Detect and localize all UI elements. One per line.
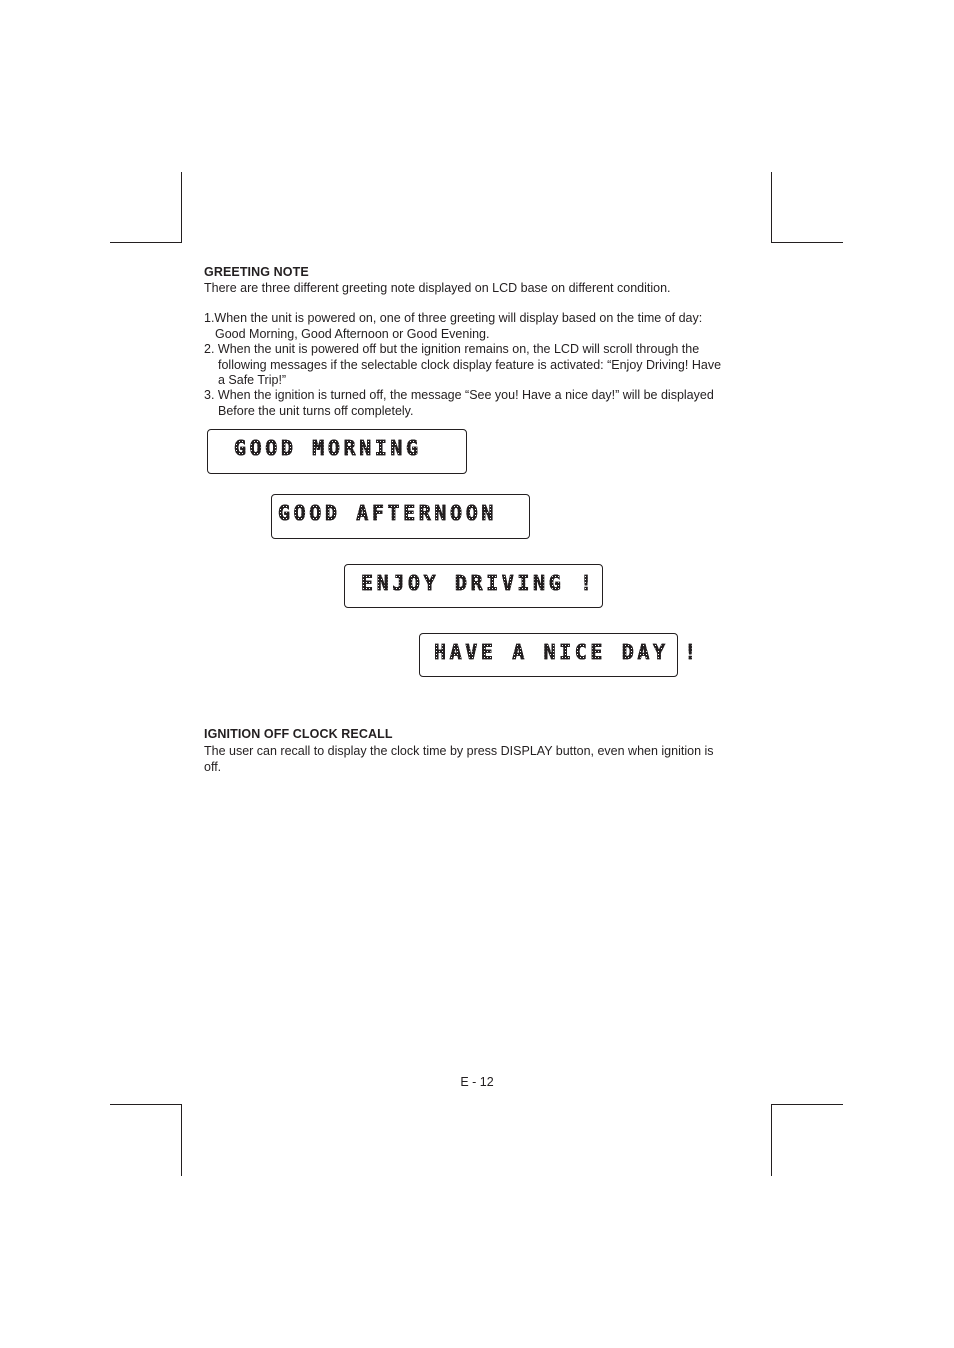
clock-recall-line-1: The user can recall to display the clock time by press DISPLAY button, even when ignition is (204, 744, 714, 758)
clock-recall-line-2: off. (204, 760, 222, 774)
greeting-item-3-line-1: 3. When the ignition is turned off, the message “See you! Have a nice day!” will be displayed (204, 388, 714, 402)
greeting-item-1-line-2: Good Morning, Good Afternoon or Good Evening. (215, 326, 490, 341)
lcd-text-good-morning: GOOD MORNING (234, 436, 422, 460)
lcd-display-good-afternoon (271, 494, 530, 539)
greeting-note-heading: GREETING NOTE (204, 265, 309, 279)
crop-mark-top-left-horizontal (110, 242, 182, 243)
crop-mark-bottom-right-horizontal (771, 1104, 843, 1105)
crop-mark-bottom-left-vertical (181, 1104, 182, 1176)
page-number: E - 12 (460, 1075, 494, 1089)
crop-mark-top-right-vertical (771, 172, 772, 243)
crop-mark-bottom-right-vertical (771, 1104, 772, 1176)
greeting-item-1 (204, 311, 749, 342)
lcd-text-have-a-nice-day: HAVE A NICE DAY ! (434, 640, 700, 664)
greeting-item-2 (204, 342, 749, 389)
crop-mark-top-right-horizontal (771, 242, 843, 243)
greeting-item-1-line-1: 1.When the unit is powered on, one of three greeting will display based on the time of day: (204, 311, 703, 325)
greeting-item-2-line-3: a Safe Trip!” (218, 373, 287, 387)
lcd-display-enjoy-driving (344, 564, 603, 608)
crop-mark-top-left-vertical (181, 172, 182, 243)
greeting-item-2-line-2: following messages if the selectable clock display feature is activated: “Enjoy Driving! Have (218, 357, 722, 372)
lcd-text-enjoy-driving: ENJOY DRIVING ! (361, 571, 596, 595)
lcd-text-good-afternoon: GOOD AFTERNOON (278, 501, 497, 525)
greeting-item-3 (204, 388, 749, 419)
greeting-intro: There are three different greeting note displayed on LCD base on different condition. (204, 281, 671, 295)
greeting-item-3-line-2: Before the unit turns off completely. (218, 403, 414, 418)
lcd-display-good-morning (207, 429, 467, 474)
crop-mark-bottom-left-horizontal (110, 1104, 182, 1105)
clock-recall-heading: IGNITION OFF CLOCK RECALL (204, 727, 393, 741)
greeting-item-2-line-1: 2. When the unit is powered off but the ignition remains on, the LCD will scroll through the (204, 342, 700, 356)
lcd-display-have-a-nice-day (419, 633, 700, 677)
